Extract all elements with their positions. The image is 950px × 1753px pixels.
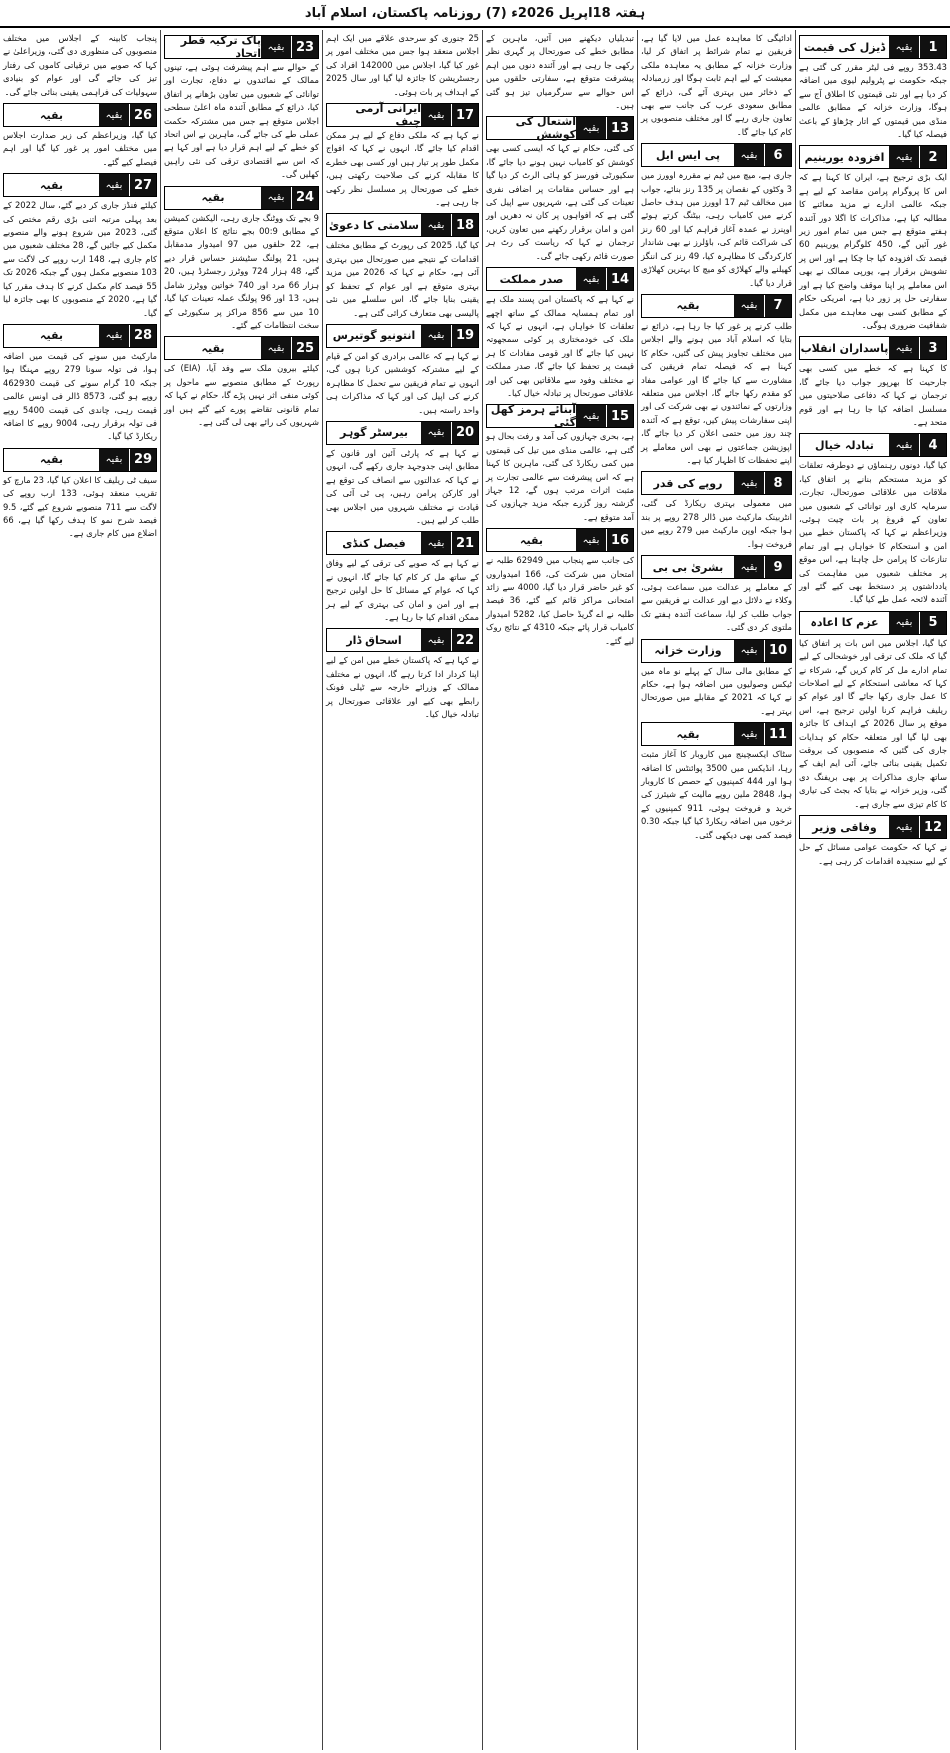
item-number: 26 xyxy=(130,104,156,126)
continued-label: بقیہ xyxy=(734,723,765,745)
item-title: بشریٰ بی بی xyxy=(642,556,734,578)
news-item xyxy=(3,448,157,541)
item-title: ڈیزل کی قیمت xyxy=(800,36,889,58)
news-column xyxy=(795,30,950,1750)
item-body-text: سٹاک ایکسچینج میں کاروبار کا آغاز مثبت رہا، انڈیکس میں 3500 پوائنٹس کا اضافہ ہوا اور 444 کمپنیوں کے حصص کا کاروبار ہوا، 2848 ملین روپے مالیت کے شیئرز کی خرید و فروخت ہوئی، 911 کمپنیوں کے نرخوں میں اضافہ ریکارڈ کیا گیا جبکہ 0.30 فیصد کمی بھی دیکھی گئی۔ xyxy=(641,749,792,840)
item-title: بقیہ xyxy=(165,187,261,209)
item-title: بقیہ xyxy=(4,325,99,347)
item-number: 6 xyxy=(765,144,791,166)
item-number: 23 xyxy=(292,36,318,58)
item-number: 28 xyxy=(130,325,156,347)
news-item xyxy=(799,433,947,606)
news-item xyxy=(486,528,634,648)
item-number: 13 xyxy=(607,117,633,139)
continuation-header xyxy=(326,531,479,555)
continuation-header xyxy=(641,722,792,746)
continuation-header xyxy=(799,145,947,169)
item-number: 19 xyxy=(452,325,478,347)
continued-label: بقیہ xyxy=(889,816,920,838)
item-title: انتونیو گوتیرس xyxy=(327,325,421,347)
continued-label: بقیہ xyxy=(889,337,920,359)
continuation-header xyxy=(326,213,479,237)
continued-label: بقیہ xyxy=(421,104,452,126)
item-number: 22 xyxy=(452,629,478,651)
news-column xyxy=(322,30,482,1750)
item-body-text: کے مطابق مالی سال کے پہلے نو ماہ میں ٹیکس وصولیوں میں اضافہ ہوا ہے، حکام نے کہا کہ 2021 کے مقابلے میں صورتحال بہتر ہے۔ xyxy=(641,665,792,716)
continued-label: بقیہ xyxy=(734,556,765,578)
item-number: 10 xyxy=(765,640,791,662)
item-number: 2 xyxy=(920,146,946,168)
item-number: 18 xyxy=(452,214,478,236)
item-body-text: طلب کرنے پر غور کیا جا رہا ہے، ذرائع نے بتایا کہ اسلام آباد میں ہونے والے اجلاس میں مختلف تجاویز پیش کی گئیں، حکام کا کہنا ہے کہ فیصلہ تمام فریقین کی مشاورت سے کیا جائے گا اور عوامی مفاد کو مقدم رکھا جائے گا، اجلاس میں متعلقہ وزارتوں کے نمائندوں نے بھی شرکت کی اور اپنی سفارشات پیش کیں، توقع ہے کہ آئندہ چند روز میں حتمی اعلان کر دیا جائے گا، اپوزیشن جماعتوں نے بھی اس معاملے پر اپنے تحفظات کا اظہار کیا ہے۔ xyxy=(641,320,792,465)
item-number: 5 xyxy=(920,612,946,634)
news-item xyxy=(164,186,319,333)
news-item xyxy=(326,628,479,721)
continuation-header xyxy=(799,433,947,457)
item-title: اسحاق ڈار xyxy=(327,629,421,651)
item-title: بقیہ xyxy=(4,174,99,196)
item-body-text: ایک بڑی ترجیح ہے، ایران کا کہنا ہے کہ اس کا پروگرام پرامن مقاصد کے لیے ہے جبکہ عالمی ادارے نے مزید معائنے کا مطالبہ کیا ہے، مذاکرات کا اگلا دور آئندہ ہفتے متوقع ہے جس میں تمام امور زیر غور آئیں گے، 450 کلوگرام یورینیم 60 فیصد تک افزودہ کیا جا چکا ہے اور اس پر تشویش برقرار ہے، یورپی ممالک نے بھی اس معاملے پر اپنا موقف واضح کیا ہے اور سفارتی حل پر زور دیا ہے، امریکی حکام کے مطابق کسی بھی معاہدے میں مکمل شفافیت ضروری ہوگی۔ xyxy=(799,172,947,330)
news-item xyxy=(3,32,157,99)
item-body-text: کا کہنا ہے کہ خطے میں کسی بھی جارحیت کا بھرپور جواب دیا جائے گا، ترجمان نے کہا کہ دفاعی صلاحیتوں میں مسلسل اضافہ کیا جا رہا ہے اور قوم متحد ہے۔ xyxy=(799,363,947,427)
item-title: تبادلہ خیال xyxy=(800,434,889,456)
item-body-text: ادائیگی کا معاہدہ عمل میں لایا گیا ہے، فریقین نے تمام شرائط پر اتفاق کر لیا، وزارت خزانہ کے مطابق یہ معاہدہ ملکی معیشت کے لیے اہم ثابت ہوگا اور زرمبادلہ کے ذخائر میں بہتری آئے گی، ذرائع کے مطابق سعودی عرب کی جانب سے بھی تعاون جاری رہے گا اور مختلف منصوبوں پر کام کیا جائے گا۔ xyxy=(641,33,792,137)
news-item xyxy=(641,722,792,842)
news-item xyxy=(486,116,634,263)
item-body-text: سیف ٹی ریلیف کا اعلان کیا گیا، 23 مارچ کو تقریب منعقد ہوئی، 133 ارب روپے کی لاگت سے 711 منصوبے شروع کیے گئے، 9.5 فیصد شرح نمو کا ہدف رکھا گیا ہے، 66 اضلاع میں کام جاری ہے۔ xyxy=(3,474,157,539)
continued-label: بقیہ xyxy=(576,405,607,427)
continued-label: بقیہ xyxy=(261,36,292,58)
news-item xyxy=(326,32,479,99)
item-number: 17 xyxy=(452,104,478,126)
news-item xyxy=(799,611,947,811)
item-number: 20 xyxy=(452,422,478,444)
item-body-text: کیا گیا، 2025 کی رپورٹ کے مطابق مختلف اقدامات کے نتیجے میں صورتحال میں بہتری آئی ہے، حکام نے کہا کہ 2026 میں مزید بہتری متوقع ہے اور عوام کے تحفظ کو یقینی بنایا جائے گا، اس سلسلے میں نئی پالیسی بھی متعارف کرائی گئی ہے۔ xyxy=(326,240,479,318)
item-number: 14 xyxy=(607,268,633,290)
item-title: صدر مملکت xyxy=(487,268,576,290)
item-title: سلامتی کا دعویٰ xyxy=(327,214,421,236)
item-number: 4 xyxy=(920,434,946,456)
item-body-text: کیا گیا، دونوں رہنماؤں نے دوطرفہ تعلقات کو مزید مستحکم بنانے پر اتفاق کیا، ملاقات میں علاقائی صورتحال، تجارت، سرمایہ کاری اور توانائی کے شعبوں میں تعاون کے فروغ پر بات چیت ہوئی، وزیراعظم نے کہا کہ پاکستان خطے میں امن و استحکام کا خواہاں ہے اور تمام تنازعات کا پرامن حل چاہتا ہے، اس موقع پر مختلف شعبوں میں مفاہمت کی یادداشتوں پر دستخط بھی کیے گئے اور آئندہ لائحہ عمل طے کیا گیا۔ xyxy=(799,460,947,605)
item-title: وفاقی وزیر xyxy=(800,816,889,838)
item-body-text: 353.43 روپے فی لیٹر مقرر کی گئی ہے جبکہ حکومت نے پٹرولیم لیوی میں اضافہ کر دیا ہے اور نئی قیمتوں کا اطلاق آج سے ہوگا، وزارت خزانہ کے مطابق عالمی منڈی میں قیمتوں کے اتار چڑھاؤ کے باعث فیصلہ کیا گیا۔ xyxy=(799,62,947,140)
item-body-text: کیا گیا، اجلاس میں اس بات پر اتفاق کیا گیا کہ ملک کی ترقی اور خوشحالی کے لیے تمام ادارے مل کر کام کریں گے، شرکاء نے کہا کہ معاشی استحکام کے لیے اصلاحات کا عمل جاری رکھا جائے گا اور عوام کو ریلیف فراہم کرنا اولین ترجیح ہے، اس موقع پر سال 2026 کے اہداف کا جائزہ بھی لیا گیا اور متعلقہ حکام کو ہدایات جاری کی گئیں کہ منصوبوں کی بروقت تکمیل یقینی بنائی جائے، آئی ایم ایف کے ساتھ جاری مذاکرات پر بھی بریفنگ دی گئی، وزیر خزانہ نے بتایا کہ بجٹ کی تیاری کا کام تیزی سے جاری ہے۔ xyxy=(799,637,947,809)
continuation-header xyxy=(486,528,634,552)
news-item xyxy=(326,103,479,209)
news-item xyxy=(799,815,947,868)
item-body-text: نے کہا ہے کہ پارٹی آئین اور قانون کے مطابق اپنی جدوجہد جاری رکھے گی، انہوں نے کہا کہ عدالتوں سے انصاف کی توقع ہے اور کارکن پرامن رہیں، پی ٹی آئی کی قیادت نے مختلف شہروں میں اجلاس بھی طلب کر لیے ہیں۔ xyxy=(326,447,479,525)
continued-label: بقیہ xyxy=(576,268,607,290)
item-body-text: کے حوالے سے اہم پیشرفت ہوئی ہے، تینوں ممالک کے نمائندوں نے دفاع، تجارت اور توانائی کے شعبوں میں تعاون بڑھانے پر اتفاق کیا، ذرائع کے مطابق آئندہ ماہ اعلیٰ سطحی اجلاس متوقع ہے جس میں مشترکہ حکمت عملی طے کی جائے گی، ماہرین نے اس اتحاد کو خطے کے لیے اہم قرار دیا ہے اور کہا ہے کہ اس سے اقتصادی ترقی کی نئی راہیں کھلیں گی۔ xyxy=(164,62,319,180)
news-item xyxy=(641,471,792,551)
item-body-text: کی گئی، حکام نے کہا کہ ایسی کسی بھی کوشش کو کامیاب نہیں ہونے دیا جائے گا، سکیورٹی فورسز کو ہائی الرٹ کر دیا گیا ہے اور حساس مقامات پر اضافی نفری تعینات کی گئی ہے، شہریوں سے اپیل کی گئی ہے کہ افواہوں پر کان نہ دھریں اور امن و امان برقرار رکھنے میں تعاون کریں، ترجمان نے کہا کہ ریاست کی رٹ ہر صورت قائم رکھی جائے گی۔ xyxy=(486,143,634,261)
item-number: 25 xyxy=(292,337,318,359)
continuation-header xyxy=(164,336,319,360)
news-item xyxy=(799,336,947,429)
continued-label: بقیہ xyxy=(734,472,765,494)
news-item xyxy=(641,555,792,635)
news-item xyxy=(164,35,319,182)
item-title: عزم کا اعادہ xyxy=(800,612,889,634)
continued-label: بقیہ xyxy=(421,629,452,651)
news-column xyxy=(160,30,322,1750)
continuation-header xyxy=(486,116,634,140)
item-body-text: نے کہا ہے کہ پاکستان امن پسند ملک ہے اور تمام ہمسایہ ممالک کے ساتھ اچھے تعلقات کا خواہاں ہے، انہوں نے کہا کہ ملک کی خودمختاری پر کوئی سمجھوتہ نہیں کیا جائے گا اور قومی مفادات کا ہر قیمت پر تحفظ کیا جائے گا، صدر مملکت نے مختلف وفود سے ملاقاتیں بھی کیں اور علاقائی صورتحال پر تبادلہ خیال کیا۔ xyxy=(486,294,634,398)
continued-label: بقیہ xyxy=(421,532,452,554)
continuation-header xyxy=(3,324,157,348)
continued-label: بقیہ xyxy=(421,422,452,444)
item-number: 12 xyxy=(920,816,946,838)
item-number: 1 xyxy=(920,36,946,58)
continued-label: بقیہ xyxy=(734,295,765,317)
continued-label: بقیہ xyxy=(889,146,920,168)
continuation-header xyxy=(326,103,479,127)
item-body-text: نے کہا ہے کہ پاکستان خطے میں امن کے لیے اپنا کردار ادا کرتا رہے گا، انہوں نے مختلف ممالک کے وزرائے خارجہ سے ٹیلی فونک رابطے بھی کیے اور علاقائی صورتحال پر تبادلہ خیال کیا۔ xyxy=(326,655,479,720)
item-body-text: 25 جنوری کو سرحدی علاقے میں ایک اہم اجلاس منعقد ہوا جس میں مختلف امور پر غور کیا گیا، اجلاس میں 142000 افراد کی رجسٹریشن کا جائزہ لیا گیا اور سال 2025 کے اہداف پر بات ہوئی۔ xyxy=(326,33,479,97)
item-title: بقیہ xyxy=(4,449,99,471)
item-title: پی ایس ایل xyxy=(642,144,734,166)
news-item xyxy=(326,421,479,527)
item-number: 15 xyxy=(607,405,633,427)
continued-label: بقیہ xyxy=(99,174,130,196)
continuation-header xyxy=(799,35,947,59)
continued-label: بقیہ xyxy=(889,612,920,634)
item-number: 9 xyxy=(765,556,791,578)
item-number: 3 xyxy=(920,337,946,359)
news-item xyxy=(641,639,792,719)
item-number: 11 xyxy=(765,723,791,745)
item-number: 27 xyxy=(130,174,156,196)
continued-label: بقیہ xyxy=(734,640,765,662)
continued-label: بقیہ xyxy=(99,104,130,126)
news-column xyxy=(0,30,160,1750)
item-title: بقیہ xyxy=(165,337,261,359)
continued-label: بقیہ xyxy=(261,187,292,209)
item-title: فیصل کنڈی xyxy=(327,532,421,554)
item-title: افزودہ یورینیم xyxy=(800,146,889,168)
news-item xyxy=(3,103,157,169)
item-body-text: نے کہا کہ حکومت عوامی مسائل کے حل کے لیے سنجیدہ اقدامات کر رہی ہے۔ xyxy=(799,842,947,866)
continued-label: بقیہ xyxy=(261,337,292,359)
continued-label: بقیہ xyxy=(421,214,452,236)
columns-container xyxy=(0,30,950,1750)
news-item xyxy=(486,404,634,524)
news-item xyxy=(3,324,157,444)
item-title: پاک ترکیہ قطر اتحاد xyxy=(165,36,261,58)
continuation-header xyxy=(326,628,479,652)
continuation-header xyxy=(641,639,792,663)
news-column xyxy=(482,30,637,1750)
item-title: بقیہ xyxy=(4,104,99,126)
item-body-text: تبدیلیاں دیکھنے میں آئیں، ماہرین کے مطابق خطے کی صورتحال پر گہری نظر رکھی جا رہی ہے اور آئندہ دنوں میں اہم پیشرفت متوقع ہے، سفارتی حلقوں میں اس حوالے سے سرگرمیاں تیز ہو گئی ہیں۔ xyxy=(486,33,634,111)
news-item xyxy=(326,324,479,417)
item-body-text: کیا گیا، وزیراعظم کی زیر صدارت اجلاس میں مختلف امور پر غور کیا گیا اور اہم فیصلے کیے گئے۔ xyxy=(3,130,157,167)
continuation-header xyxy=(486,267,634,291)
item-number: 8 xyxy=(765,472,791,494)
news-column xyxy=(637,30,795,1750)
continuation-header xyxy=(641,471,792,495)
item-number: 21 xyxy=(452,532,478,554)
continuation-header xyxy=(3,448,157,472)
continued-label: بقیہ xyxy=(99,325,130,347)
continued-label: بقیہ xyxy=(889,434,920,456)
item-body-text: نے کہا ہے کہ ملکی دفاع کے لیے ہر ممکن اقدام کیا جائے گا، انہوں نے کہا کہ افواج مکمل طور پر تیار ہیں اور کسی بھی خطرے کا مقابلہ کرنے کی صلاحیت رکھتی ہیں، خطے کی صورتحال پر مسلسل نظر رکھی جا رہی ہے۔ xyxy=(326,130,479,208)
continuation-header xyxy=(486,404,634,428)
item-title: ایرانی آرمی چیف xyxy=(327,104,421,126)
item-title: بقیہ xyxy=(642,723,734,745)
item-title: وزارت خزانہ xyxy=(642,640,734,662)
item-number: 7 xyxy=(765,295,791,317)
news-item xyxy=(486,32,634,112)
continuation-header xyxy=(641,555,792,579)
item-title: بقیہ xyxy=(487,529,576,551)
continuation-header xyxy=(3,103,157,127)
item-body-text: 9 بجے تک ووٹنگ جاری رہی، الیکشن کمیشن کے مطابق 00:9 بجے نتائج کا اعلان متوقع ہے، 22 حلقوں میں 97 امیدوار مدمقابل ہیں، 21 پولنگ سٹیشنز حساس قرار دیے گئے، 48 ہزار 724 ووٹرز رجسٹرڈ ہیں، 20 ہزار 66 مرد اور 740 خواتین ووٹرز شامل ہیں، 13 اور 96 پولنگ عملہ تعینات کیا گیا، 10 میں سے 856 مراکز پر سکیورٹی کے سخت انتظامات کیے گئے۔ xyxy=(164,212,319,330)
item-body-text: نے کہا ہے کہ عالمی برادری کو امن کے قیام کے لیے مشترکہ کوششیں کرنا ہوں گی، انہوں نے تمام فریقین سے تحمل کا مظاہرہ کرنے کی اپیل کی اور کہا کہ مذاکرات ہی واحد راستہ ہیں۔ xyxy=(326,350,479,415)
continued-label: بقیہ xyxy=(889,36,920,58)
news-item xyxy=(164,336,319,429)
continuation-header xyxy=(641,294,792,318)
continuation-header xyxy=(799,611,947,635)
continued-label: بقیہ xyxy=(576,117,607,139)
item-number: 24 xyxy=(292,187,318,209)
continuation-header xyxy=(164,35,319,59)
continuation-header xyxy=(164,186,319,210)
continuation-header xyxy=(3,173,157,197)
continuation-header xyxy=(799,336,947,360)
news-item xyxy=(641,32,792,139)
item-title: روپے کی قدر xyxy=(642,472,734,494)
item-body-text: میں معمولی بہتری ریکارڈ کی گئی، انٹربینک مارکیٹ میں ڈالر 278 روپے پر بند ہوا جبکہ اوپن مارکیٹ میں 279 روپے میں فروخت ہوا۔ xyxy=(641,498,792,549)
item-title: بقیہ xyxy=(642,295,734,317)
news-item xyxy=(326,531,479,624)
item-body-text: کیلئے بیرون ملک سے وفد آیا، (EIA) کی رپورٹ کے مطابق منصوبے سے ماحول پر کوئی منفی اثر نہیں پڑے گا، حکام نے کہا کہ تمام قانونی تقاضے پورے کیے گئے ہیں اور شہریوں کی رائے بھی لی گئی ہے۔ xyxy=(164,363,319,427)
item-title: پاسداران انقلاب xyxy=(800,337,889,359)
continued-label: بقیہ xyxy=(734,144,765,166)
item-number: 16 xyxy=(607,529,633,551)
item-body-text: کی جانب سے پنجاب میں 62949 طلبہ نے امتحان میں شرکت کی، 166 امیدواروں کو غیر حاضر قرار دیا گیا، 4000 سے زائد امتحانی مراکز قائم کیے گئے، 36 فیصد طلبہ نے اے گریڈ حاصل کیا، 5282 امیدوار کامیاب قرار پائے جبکہ 4310 کے نتائج روک لیے گئے۔ xyxy=(486,555,634,646)
continuation-header xyxy=(326,421,479,445)
item-title: اشتعال کی کوشش xyxy=(487,117,576,139)
continuation-header xyxy=(799,815,947,839)
continued-label: بقیہ xyxy=(576,529,607,551)
item-number: 29 xyxy=(130,449,156,471)
item-body-text: نے کہا ہے کہ صوبے کی ترقی کے لیے وفاق کے ساتھ مل کر کام کیا جائے گا، انہوں نے کہا کہ عوام کے مسائل کا حل اولین ترجیح ہے اور امن و امان کی بہتری کے لیے ہر ممکن اقدام کیا جا رہا ہے۔ xyxy=(326,558,479,622)
continuation-header xyxy=(326,324,479,348)
news-item xyxy=(326,213,479,319)
news-item xyxy=(486,267,634,400)
page-masthead: ہفتہ 18اپریل 2026ء (7) روزنامہ پاکستان، اسلام آباد xyxy=(0,0,950,28)
item-body-text: کے معاملے پر عدالت میں سماعت ہوئی، وکلاء نے دلائل دیے اور عدالت نے فریقین سے جواب طلب کر لیا، سماعت آئندہ ہفتے تک ملتوی کر دی گئی۔ xyxy=(641,582,792,633)
item-body-text: ہے، بحری جہازوں کی آمد و رفت بحال ہو گئی ہے، عالمی منڈی میں تیل کی قیمتوں میں کمی ریکارڈ کی گئی، ماہرین کا کہنا ہے کہ اس پیشرفت سے عالمی تجارت پر مثبت اثرات مرتب ہوں گے، 12 جہاز گزشتہ روز گزرے جبکہ مزید جہازوں کی آمد متوقع ہے۔ xyxy=(486,431,634,522)
news-item xyxy=(799,35,947,141)
news-item xyxy=(641,294,792,467)
item-body-text: مارکیٹ میں سونے کی قیمت میں اضافہ ہوا، فی تولہ سونا 279 روپے مہنگا ہوا جبکہ 10 گرام سونے کی قیمت 462930 روپے ہو گئی، 8573 ڈالر فی اونس عالمی قیمت رہی، چاندی کی قیمت 5400 روپے فی تولہ برقرار رہی، 9004 روپے کا اضافہ ریکارڈ کیا گیا۔ xyxy=(3,350,157,442)
news-item xyxy=(799,145,947,332)
continuation-header xyxy=(641,143,792,167)
item-body-text: کیلئے فنڈز جاری کر دیے گئے، سال 2022 کے بعد پہلی مرتبہ اتنی بڑی رقم مختص کی گئی، 2023 میں شروع ہونے والے منصوبے مکمل کیے جائیں گے، 28 مختلف شعبوں میں کام جاری ہے، 148 ارب روپے کی لاگت سے 103 منصوبے مکمل ہوں گے جبکہ 2026 تک 55 فیصد کام مکمل کرنے کا ہدف مقرر کیا گیا ہے، 2020 کے منصوبوں کا بھی جائزہ لیا گیا۔ xyxy=(3,200,157,318)
item-title: بیرسٹر گوہر xyxy=(327,422,421,444)
continued-label: بقیہ xyxy=(421,325,452,347)
item-body-text: جاری ہے، میچ میں ٹیم نے مقررہ اوورز میں 3 وکٹوں کے نقصان پر 135 رنز بنائے، جواب میں مخالف ٹیم 17 اوورز میں ہدف حاصل کرنے میں کامیاب رہی، بیٹنگ کرتے ہوئے اوپنرز نے عمدہ آغاز فراہم کیا اور 60 رنز کی شراکت قائم کی، باؤلرز نے بھی شاندار کارکردگی کا مظاہرہ کیا، 49 رنز کی اننگز کھیلنے والے کھلاڑی کو میچ کا بہترین کھلاڑی قرار دیا گیا۔ xyxy=(641,170,792,288)
news-item xyxy=(641,143,792,290)
item-title: آبنائے ہرمز کھل گئی xyxy=(487,405,576,427)
item-body-text: پنجاب کابینہ کے اجلاس میں مختلف منصوبوں کی منظوری دی گئی، وزیراعلیٰ نے کہا کہ صوبے میں ترقیاتی کاموں کی رفتار تیز کی جائے گی اور عوام کو بنیادی سہولیات کی فراہمی یقینی بنائی جائے گی۔ xyxy=(3,33,157,97)
news-item xyxy=(3,173,157,320)
continued-label: بقیہ xyxy=(99,449,130,471)
